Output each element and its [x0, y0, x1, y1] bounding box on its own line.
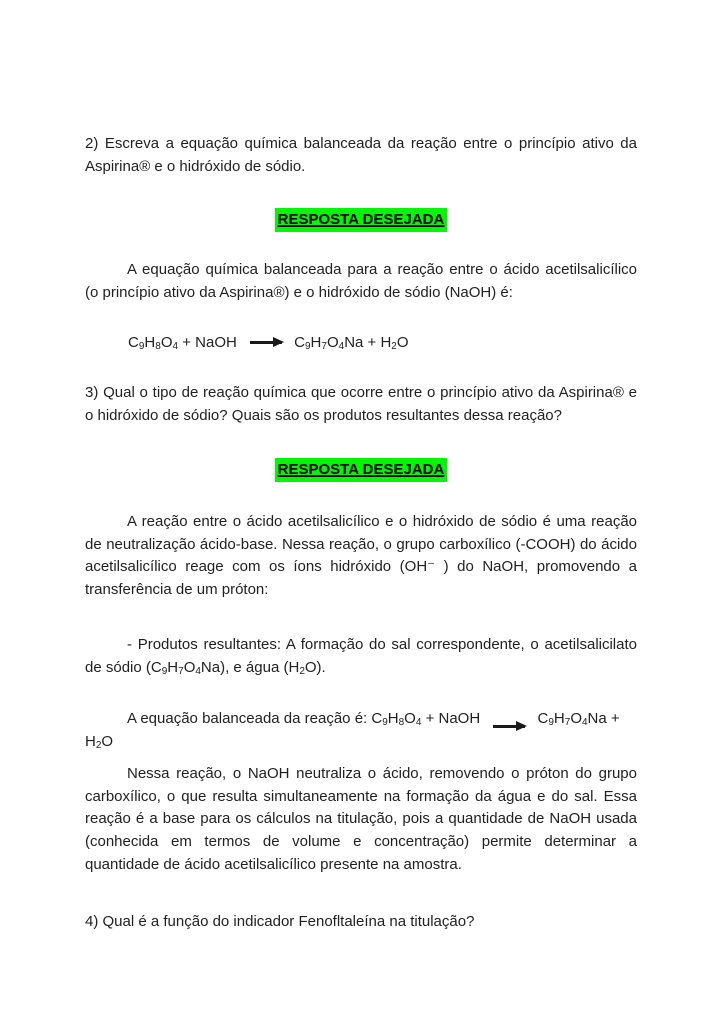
subscript-digit: 2 — [391, 341, 397, 352]
subscript-digit: 4 — [415, 717, 422, 728]
resposta-desejada-label-2: RESPOSTA DESEJADA — [275, 458, 448, 482]
subscript-digit: 4 — [338, 341, 345, 352]
question-4-text: 4) Qual é a função do indicador Fenofltaleína na titulação? — [85, 913, 475, 930]
subscript-digit: 4 — [581, 717, 588, 728]
answer-3-paragraph-4: Nessa reação, o NaOH neutraliza o ácido, removendo o próton do grupo carboxílico, o que resulta simultaneamente na formação da água e do sal. Essa reação é a base para os cálculos na titulação, pois a quantidade de NaOH usada (conhecida em termos de volume e concentração) permite determinar a quantidade de ácido acetilsalicílico presente na amostra. — [85, 765, 637, 873]
subscript-digit: 9 — [382, 717, 388, 728]
question-3-text: 3) Qual o tipo de reação química que ocorre entre o princípio ativo da Aspirina® e o hidróxido de sódio? Quais são os produtos resultantes dessa reação? — [85, 384, 637, 424]
answer-3-paragraph-1: A reação entre o ácido acetilsalicílico e o hidróxido de sódio é uma reação de neutralização ácido-base. Nessa reação, o grupo carboxílico (-COOH) do ácido acetilsalicílico reage com os íons hidróxido (OH⁻ ) do NaOH, promovendo a transferência de um próton: — [85, 513, 637, 599]
reaction-arrow-icon — [250, 341, 282, 344]
question-2-text: 2) Escreva a equação química balanceada da reação entre o princípio ativo da Aspirina® e o hidróxido de sódio. — [85, 135, 637, 175]
subscript-digit: 9 — [548, 717, 554, 728]
subscript-digit: 9 — [304, 341, 311, 352]
subscript-digit: 7 — [178, 665, 184, 677]
subscript-digit: 7 — [564, 717, 571, 728]
answer-header-1 — [85, 208, 637, 232]
answer-2-intro-text: A equação química balanceada para a reação entre o ácido acetilsalicílico (o princípio ativo da Aspirina®) e o hidróxido de sódio (NaOH) é: — [85, 261, 637, 301]
subscript-digit: 8 — [155, 341, 161, 352]
subscript-digit: 9 — [138, 341, 145, 352]
subscript-digit: 4 — [195, 665, 201, 677]
answer-3-products-text: - Produtos resultantes: A formação do sal correspondente, o acetilsalicilato de sódio $(C_9H_7O_4Na)$, e água $(H_2O)$. — [85, 636, 637, 677]
subscript-digit: 8 — [398, 717, 405, 728]
subscript-digit: 2 — [95, 739, 102, 751]
answer-3-inline-equation: A equação balanceada da reação é: $C_9H_8O_4$ + NaOH $C_9H_7O_4Na + H_2O$ — [85, 710, 620, 751]
subscript-digit: 4 — [172, 341, 179, 352]
answer-header-2 — [85, 458, 637, 482]
resposta-desejada-label-1: RESPOSTA DESEJADA — [275, 208, 448, 232]
subscript-digit: 7 — [321, 341, 327, 352]
subscript-digit: 9 — [161, 665, 168, 677]
reaction-arrow-icon — [493, 725, 525, 728]
subscript-digit: 2 — [299, 665, 305, 677]
balanced-equation-1: $C_9H_8O_4$ + NaOH $C_9H_7O_4Na + H_2O$ — [128, 334, 409, 352]
